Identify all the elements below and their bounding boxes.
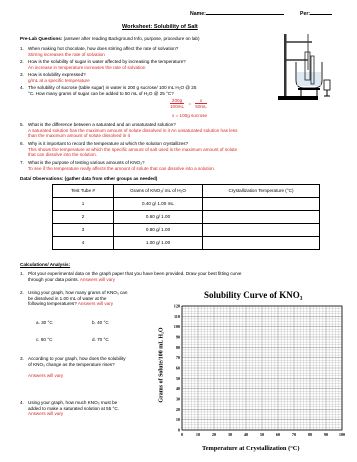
table-cell: 1.00 g/ 1.00	[114, 237, 203, 250]
y-tick-label: 80	[175, 344, 180, 350]
y-tick-label: 10	[175, 417, 180, 423]
calc-q3: 3. According to your graph, how does the solubility of KNO₃ change as the temperature rises? Answers will vary	[20, 356, 126, 379]
prelab-q6: 6. Why is it important to record the temperature at which the solution crystallizes? This shows the temperature at which the specific amount of salt used is the maximum amount of solute that can dissolve into the solution.	[20, 141, 238, 158]
prelab-heading: Pre-Lab Questions: (answer after reading Background Info, purpose, procedure on lab)	[20, 36, 200, 41]
calc-q4: 4. Using your graph, how much KNO₃ must be added to make a saturated solution at 55 °C. Answers will vary	[20, 400, 119, 417]
table-cell: 4	[53, 237, 114, 250]
y-tick-label: 100	[173, 324, 180, 330]
table-cell	[203, 211, 320, 224]
per-label: Per:	[300, 11, 332, 18]
table-cell: 1	[53, 198, 114, 211]
table-cell: 0.40 g/ 1.00 mL	[114, 198, 203, 211]
prelab-q2: 2. How is the solubility of sugar in water affected by increasing the temperature? An increase in temperature increases the rate of solvation	[20, 59, 186, 70]
prelab-q7: 7. What is the purpose of testing various amounts of KNO₃? To see if the temperature really affects the amount of solute that can dissolve into a solution.	[20, 160, 216, 171]
table-cell: 0.80 g/ 1.00	[114, 224, 203, 237]
calc-opt-b: b. 40 °C	[92, 320, 109, 325]
table-cell: 0.60 g/ 1.00	[114, 211, 203, 224]
calc-opt-a: a. 30 °C	[36, 320, 53, 325]
x-tick-label: 10	[195, 432, 201, 437]
col-header: Crystallization Temperature (°C)	[203, 185, 320, 198]
x-tick-label: 20	[211, 432, 217, 437]
y-tick-label: 90	[175, 334, 180, 340]
calc-q2: 2. Using your graph, how many grams of KNO₃ can be dissolved in 1.00 mL of water at the following temperatures? Answers will vary	[20, 290, 128, 307]
x-tick-label: 60	[275, 432, 281, 437]
chart-xlabel: Temperature at Crystallization (°C)	[202, 445, 300, 452]
name-label: Name:	[190, 11, 284, 18]
calc-opt-d: d. 70 °C	[92, 337, 109, 342]
prelab-q1: 1. When making hot chocolate, how does stirring affect the rate of solvation? Stirring increases the rate of solvation	[20, 46, 179, 57]
prelab-q4: 4. The solubility of sucrose (table sugar) in water is 200 g sucrose/ 100 mL H₂O @ 25 °C. How many grams of sugar can be added to 50 mL of H₂O @ 25 °C?	[20, 85, 197, 96]
prelab-q5: 5. What is the difference between a saturated and an unsaturated solution? A saturated solution has the maximum amount of solute dissolved in it An unsaturated solution has less than the maximum amount of solute dissolved in it	[20, 122, 238, 139]
table-row	[53, 224, 320, 237]
x-tick-label: 90	[323, 432, 329, 437]
table-cell	[203, 224, 320, 237]
table-cell: 3	[53, 224, 114, 237]
calc-opt-c: c. 60 °C	[36, 337, 53, 342]
table-row	[53, 237, 320, 250]
prelab-a1: Stirring increases the rate of solvation	[28, 51, 105, 57]
prelab-a4-result: x = 100g sucrose	[172, 113, 208, 118]
chart-ylabel: Grams of Solute/100 mL H₂O	[158, 327, 165, 403]
data-table	[52, 184, 320, 250]
y-tick-label: 70	[175, 355, 180, 361]
table-header-row	[53, 185, 320, 198]
chart-title: Solubility Curve of KNO₃	[204, 290, 303, 300]
x-tick-label: 30	[227, 432, 233, 437]
calc-heading: Calculations/ Analysis:	[20, 262, 71, 267]
prelab-a3: g/mL at a specific temperature	[28, 77, 90, 83]
y-tick-label: 60	[175, 365, 180, 371]
y-tick-label: 0	[177, 427, 180, 433]
y-tick-label: 120	[173, 303, 180, 309]
col-header: Grams of KNO₃/ mL of H₂O	[114, 185, 203, 198]
table-cell	[203, 198, 320, 211]
data-heading: Data/ Observations: (gather data from other groups as needed)	[20, 176, 158, 181]
table-cell: 2	[53, 211, 114, 224]
table-cell	[203, 237, 320, 250]
y-tick-label: 30	[175, 396, 180, 402]
table-row	[53, 198, 320, 211]
worksheet-title: Worksheet: Solubility of Salt	[122, 24, 198, 30]
prelab-a4-equation: $\frac{200g}{100mL}$ = $\frac{x}{50mL}$	[170, 98, 207, 110]
chart-ylabel-wrap	[155, 300, 169, 430]
x-tick-label: 100	[338, 432, 346, 437]
solubility-chart	[168, 300, 348, 444]
y-tick-label: 50	[175, 375, 180, 381]
x-tick-label: 0	[180, 432, 184, 437]
x-tick-label: 80	[307, 432, 313, 437]
x-tick-label: 70	[291, 432, 297, 437]
prelab-a2: An increase in temperature increases the rate of solvation	[28, 64, 146, 70]
x-tick-label: 50	[259, 432, 265, 437]
prelab-q3: 3. How is solubility expressed? g/mL at a specific temperature	[20, 72, 90, 83]
y-tick-label: 20	[175, 406, 180, 412]
col-header: Test Tube #	[53, 185, 114, 198]
y-tick-label: 40	[175, 386, 180, 392]
calc-q1: 1. Plot your experimental data on the graph paper that you have been provided. Draw your best fitting curve through your data points. Answers will vary	[20, 271, 242, 282]
y-tick-label: 110	[173, 313, 180, 319]
table-row	[53, 211, 320, 224]
x-tick-label: 40	[243, 432, 249, 437]
